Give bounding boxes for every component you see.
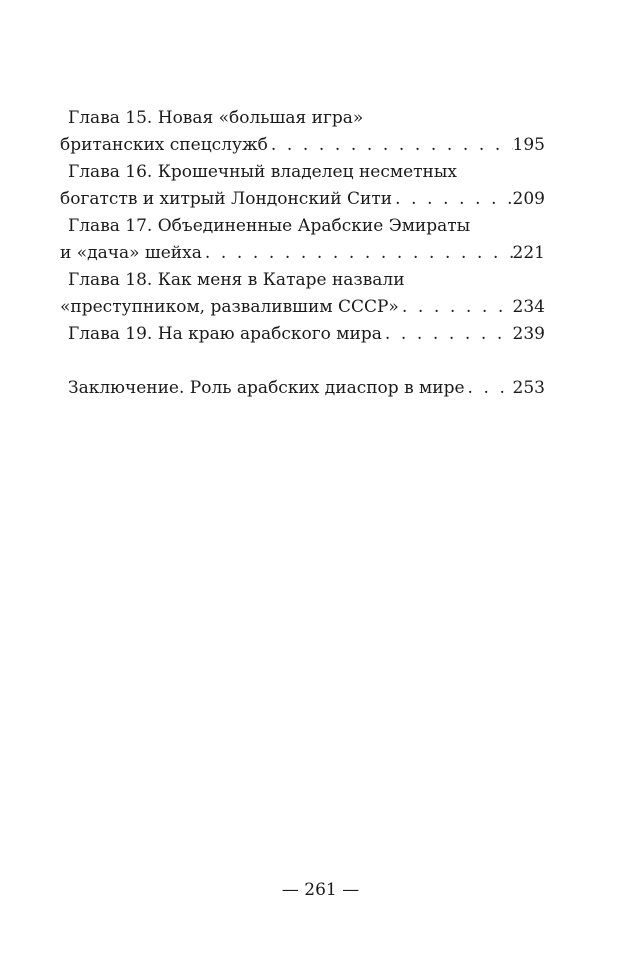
- toc-ch16-entry: [60, 186, 545, 213]
- leader-dots: [465, 375, 513, 402]
- toc-ch17-title: Глава 17. Объединенные Арабские Эмираты: [68, 216, 471, 236]
- toc-ch19-entry: [68, 321, 545, 348]
- toc-ch18-title: Глава 18. Как меня в Катаре назвали: [68, 270, 405, 290]
- toc-ch15-title-cont: британских спецслужб: [60, 135, 268, 155]
- leader-dots: [202, 240, 513, 267]
- toc-ch19-page: 239: [512, 324, 545, 344]
- page-number: — 261 —: [281, 880, 360, 900]
- toc-conclusion-page: 253: [512, 378, 545, 398]
- leader-dots: [268, 132, 513, 159]
- toc-ch17-entry: [60, 240, 545, 267]
- toc-ch15-page: 195: [512, 135, 545, 155]
- leader-dots: [392, 186, 512, 213]
- toc-ch17-page: 221: [512, 243, 545, 263]
- toc-ch19-title: Глава 19. На краю арабского мира: [68, 324, 382, 344]
- toc-ch18-entry: [60, 294, 545, 321]
- toc-ch16-title: Глава 16. Крошечный владелец несметных: [68, 162, 457, 182]
- toc-ch17-title-cont: и «дача» шейха: [60, 243, 202, 263]
- toc-ch18-page: 234: [512, 297, 545, 317]
- toc-ch16-page: 209: [512, 189, 545, 209]
- toc-ch15-entry: [60, 132, 545, 159]
- leader-dots: [382, 321, 513, 348]
- toc-ch18-title-cont: «преступником, развалившим СССР»: [60, 297, 399, 317]
- toc-ch16-title-cont: богатств и хитрый Лондонский Сити: [60, 189, 393, 209]
- toc-conclusion-entry: [68, 375, 545, 402]
- toc-ch15-title: Глава 15. Новая «большая игра»: [68, 108, 364, 128]
- toc-conclusion-title: Заключение. Роль арабских диаспор в мире: [68, 378, 465, 398]
- leader-dots: [399, 294, 513, 321]
